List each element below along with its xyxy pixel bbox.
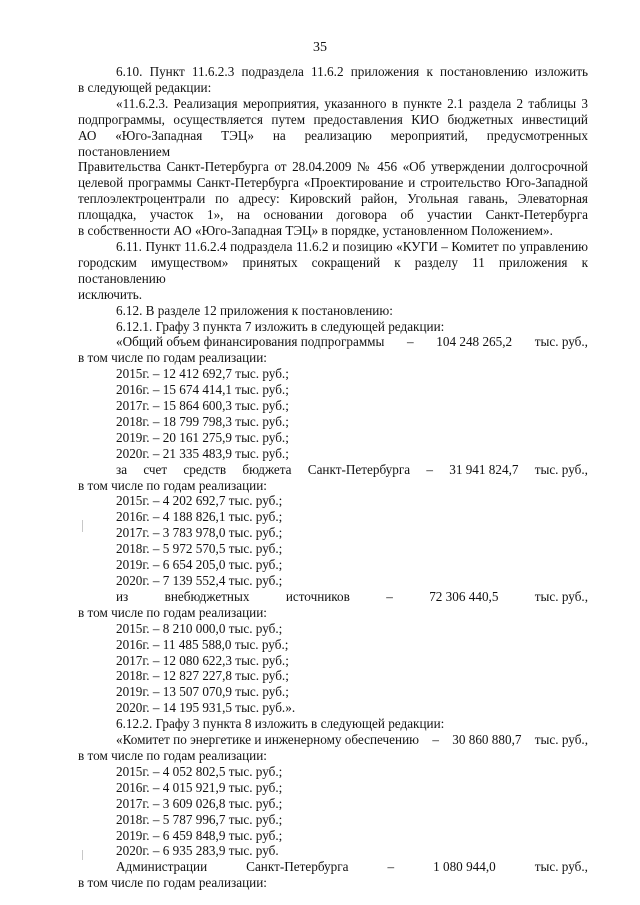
budget-financing-line xyxy=(78,462,588,478)
offbudget-word: источников xyxy=(285,588,350,604)
quote-11-6-2-3-line: Правительства Санкт-Петербурга от 28.04.2009 № 456 «Об утверждении долгосрочной xyxy=(78,159,588,175)
budget-word: средств xyxy=(183,461,227,477)
offbudget-dash: – xyxy=(386,588,393,604)
offbudget-year-line: 2017г. – 12 080 622,3 тыс. руб.; xyxy=(116,652,289,668)
offbudget-year-line: 2018г. – 12 827 227,8 тыс. руб.; xyxy=(116,668,289,684)
budget-unit: тыс. руб., xyxy=(534,461,588,477)
total-financing-continuation: в том числе по годам реализации: xyxy=(78,350,267,366)
total-financing-amount: 104 248 265,2 xyxy=(436,334,513,350)
quote-11-6-2-3-line: «11.6.2.3. Реализация мероприятия, указанного в пункте 2.1 раздела 2 таблицы 3 xyxy=(116,95,588,111)
paragraph-6-12: 6.12. В разделе 12 приложения к постановлению: xyxy=(116,302,393,318)
total-year-line: 2017г. – 15 864 600,3 тыс. руб.; xyxy=(116,398,289,414)
paragraph-6-10-line: в следующей редакции: xyxy=(78,79,212,95)
paragraph-6-11-line: исключить. xyxy=(78,286,143,302)
scan-mark xyxy=(82,850,83,860)
paragraph-6-11-line: 6.11. Пункт 11.6.2.4 подраздела 11.6.2 и позицию «КУГИ – Комитет по управлению xyxy=(116,238,588,254)
total-financing-dash: – xyxy=(407,334,414,350)
paragraph-6-12-2: 6.12.2. Графу 3 пункта 8 изложить в следующей редакции: xyxy=(116,716,445,732)
quote-11-6-2-3-line: подпрограммы, осуществляется путем предоставления КИО бюджетных инвестиций xyxy=(78,111,588,127)
total-financing-unit: тыс. руб., xyxy=(534,334,588,350)
administration-amount: 1 080 944,0 xyxy=(433,859,496,875)
budget-year-line: 2018г. – 5 972 570,5 тыс. руб.; xyxy=(116,541,283,557)
budget-year-line: 2020г. – 7 139 552,4 тыс. руб.; xyxy=(116,573,283,588)
energy-committee-line xyxy=(78,732,588,748)
budget-continuation: в том числе по годам реализации: xyxy=(78,477,267,493)
energy-year-line: 2018г. – 5 787 996,7 тыс. руб.; xyxy=(116,811,283,827)
energy-year-line: 2015г. – 4 052 802,5 тыс. руб.; xyxy=(116,763,283,779)
document-body xyxy=(78,64,588,891)
budget-year-line: 2017г. – 3 783 978,0 тыс. руб.; xyxy=(116,525,283,541)
budget-word: Санкт-Петербурга xyxy=(307,461,411,477)
total-year-line: 2018г. – 18 799 798,3 тыс. руб.; xyxy=(116,413,289,429)
offbudget-unit: тыс. руб., xyxy=(534,588,588,604)
budget-word: бюджета xyxy=(242,461,292,477)
quote-11-6-2-3-line: АО «Юго-Западная ТЭЦ» на реализацию мероприятий, предусмотренных постановлением xyxy=(78,127,588,159)
budget-amount: 31 941 824,7 xyxy=(449,461,519,477)
offbudget-financing-line xyxy=(78,589,588,605)
offbudget-year-line: 2016г. – 11 485 588,0 тыс. руб.; xyxy=(116,636,289,652)
budget-word: счет xyxy=(143,461,168,477)
energy-year-line: 2017г. – 3 609 026,8 тыс. руб.; xyxy=(116,795,283,811)
offbudget-word: внебюджетных xyxy=(164,588,250,604)
offbudget-amount: 72 306 440,5 xyxy=(429,588,499,604)
offbudget-year-line: 2015г. – 8 210 000,0 тыс. руб.; xyxy=(116,620,283,636)
quote-11-6-2-3-line: целевой программы Санкт-Петербурга «Проектирование и строительство Юго-Западной xyxy=(78,175,588,191)
energy-year-line: 2019г. – 6 459 848,9 тыс. руб.; xyxy=(116,827,283,843)
budget-dash: – xyxy=(426,461,433,477)
administration-dash: – xyxy=(387,859,395,875)
page-number: 35 xyxy=(313,40,327,55)
offbudget-year-line: 2020г. – 14 195 931,5 тыс. руб.». xyxy=(116,700,296,716)
offbudget-continuation: в том числе по годам реализации: xyxy=(78,604,267,620)
total-financing-line xyxy=(78,334,588,350)
energy-committee-unit: тыс. руб., xyxy=(534,732,588,748)
administration-word: Санкт-Петербурга xyxy=(246,859,349,875)
quote-11-6-2-3-line: теплоэлектроцентрали по адресу: Кировский район, Угольная гавань, Элеваторная xyxy=(78,191,588,207)
administration-word: Администрации xyxy=(116,859,208,875)
energy-committee-dash: – xyxy=(432,732,439,748)
administration-line xyxy=(78,859,588,875)
total-year-line: 2019г. – 20 161 275,9 тыс. руб.; xyxy=(116,429,289,445)
total-year-line: 2015г. – 12 412 692,7 тыс. руб.; xyxy=(116,366,289,382)
paragraph-6-10-line: 6.10. Пункт 11.6.2.3 подраздела 11.6.2 приложения к постановлению изложить xyxy=(116,64,588,79)
administration-unit: тыс. руб., xyxy=(534,859,588,875)
budget-year-line: 2015г. – 4 202 692,7 тыс. руб.; xyxy=(116,493,283,509)
administration-continuation: в том числе по годам реализации: xyxy=(78,875,267,891)
paragraph-6-11-line: городским имуществом» принятых сокращений к разделу 11 приложения к постановлению xyxy=(78,254,588,286)
total-year-line: 2016г. – 15 674 414,1 тыс. руб.; xyxy=(116,382,289,398)
quote-11-6-2-3-line: в собственности АО «Юго-Западная ТЭЦ» в порядке, установленном Положением». xyxy=(78,223,553,239)
energy-committee-amount: 30 860 880,7 xyxy=(452,732,522,748)
energy-year-line: 2016г. – 4 015 921,9 тыс. руб.; xyxy=(116,779,283,795)
total-financing-label: «Общий объем финансирования подпрограммы xyxy=(116,334,385,350)
total-year-line: 2020г. – 21 335 483,9 тыс. руб.; xyxy=(116,445,289,461)
scan-mark xyxy=(82,520,83,532)
energy-committee-label: «Комитет по энергетике и инженерному обеспечению xyxy=(116,732,420,748)
quote-11-6-2-3-line: площадка, участок 1», на основании договора об участии Санкт-Петербурга xyxy=(78,207,588,223)
budget-year-line: 2016г. – 4 188 826,1 тыс. руб.; xyxy=(116,509,283,525)
energy-year-line: 2020г. – 6 935 283,9 тыс. руб. xyxy=(116,843,279,859)
offbudget-year-line: 2019г. – 13 507 070,9 тыс. руб.; xyxy=(116,684,289,700)
budget-word: за xyxy=(116,461,128,477)
energy-committee-continuation: в том числе по годам реализации: xyxy=(78,747,267,763)
paragraph-6-12-1: 6.12.1. Графу 3 пункта 7 изложить в следующей редакции: xyxy=(116,318,445,334)
budget-year-line: 2019г. – 6 654 205,0 тыс. руб.; xyxy=(116,557,283,573)
offbudget-word: из xyxy=(116,588,129,604)
